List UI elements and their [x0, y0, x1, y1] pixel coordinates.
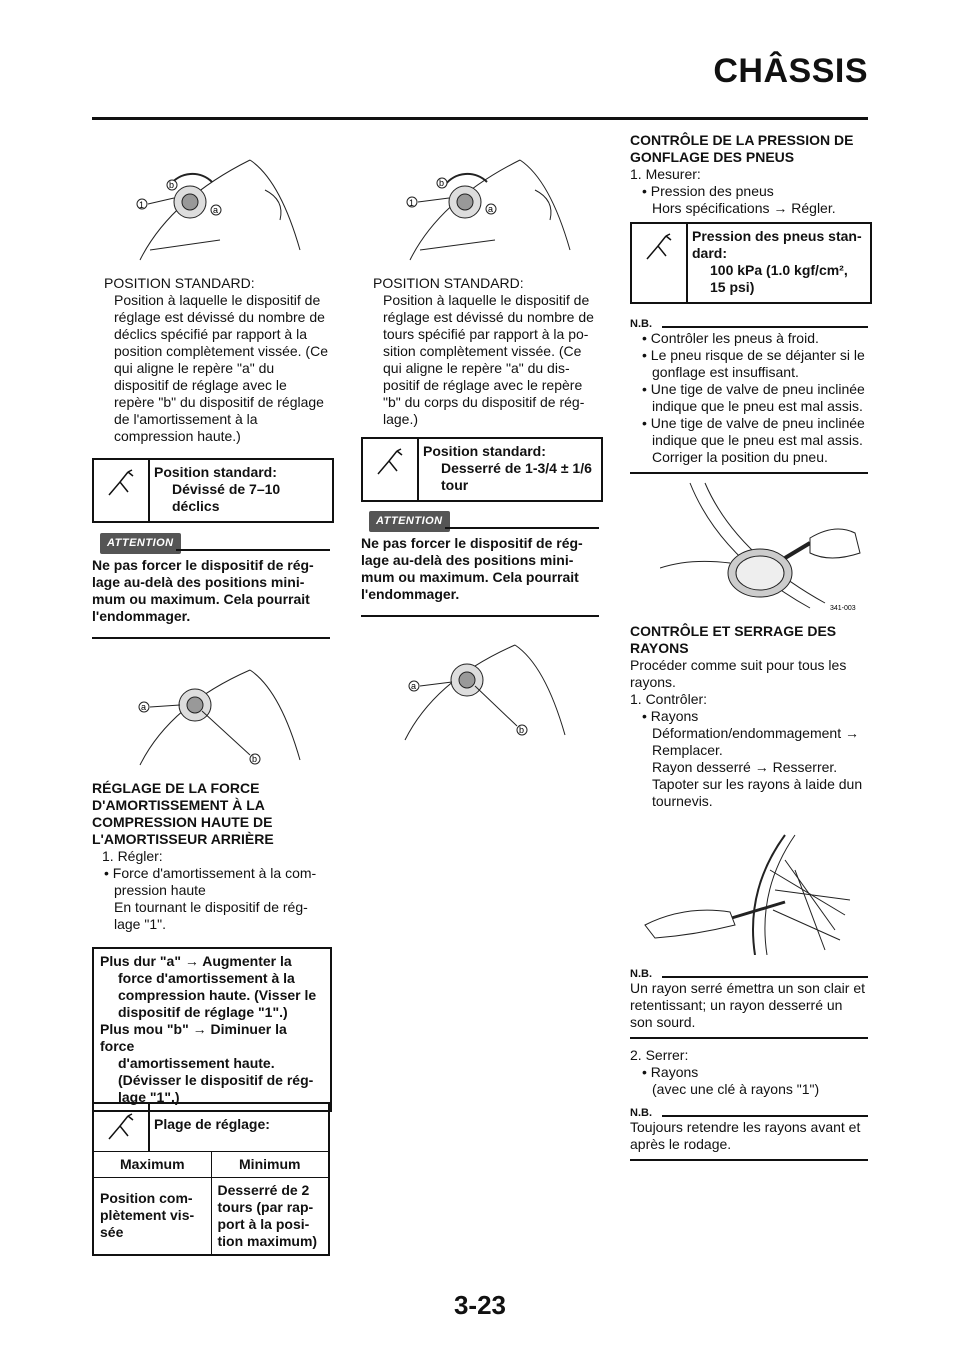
adjuster-illustration-3 [130, 655, 310, 770]
col3-heading2: CONTRÔLE ET SERRAGE DES RAYONS [630, 623, 837, 656]
col1-bullet-body: Position à laquelle le dispositif de réglage est dévissé du nombre de déclics spécifié par rapport à la position complètement vissée. (Ce qui aligne le repère "a" du dispositif de réglage avec le repère "b" du dispositif de réglage de l'amortissement à la compression haute.) [114, 292, 328, 444]
svg-text:a: a [488, 204, 494, 214]
wrench-icon [106, 1112, 136, 1142]
col1-step1-bullet: • Force d'amortissement à la com-pression haute [104, 865, 317, 898]
col3-nb2: N.B. Un rayon serré émettra un son clair et retentissant; un rayon desserré un son sourd. [630, 966, 868, 1039]
col1-bullet-title: POSITION STANDARD: [104, 275, 255, 291]
col3-step2: 1. Contrôler: [630, 691, 708, 707]
col2-bullet-title: POSITION STANDARD: [373, 275, 524, 291]
svg-text:1: 1 [409, 198, 415, 208]
col3-step2-d2: Rayon desserré → Resserrer. [652, 759, 838, 775]
col2-spec-label: Position standard: [423, 443, 546, 459]
col3-section2 [630, 623, 868, 810]
svg-text:b: b [252, 754, 258, 764]
col2-attention-text: Ne pas forcer le dispositif de rég-lage au-delà des positions mini-mum ou maximum. Cela pourrait l'endommager. [361, 535, 583, 602]
col1-spec-box [92, 458, 334, 523]
col3-step3-label: 2. Serrer: [630, 1047, 689, 1063]
nb1-item: • Une tige de valve de pneu inclinée indique que le pneu est mal assis. Corriger la position du pneu. [642, 415, 865, 465]
svg-text:b: b [439, 178, 445, 188]
figure-code: 341-003 [830, 605, 856, 612]
col3-step3-bullet: • Rayons [642, 1064, 699, 1080]
nb1-item: • Une tige de valve de pneu inclinée indique que le pneu est mal assis. [642, 381, 865, 414]
attention-badge: ATTENTION [369, 511, 450, 532]
col1-bullet [92, 275, 330, 445]
col1-section [92, 780, 330, 933]
col3-step1-bullet: • Pression des pneus [642, 183, 774, 199]
range-label: Plage de réglage: [154, 1116, 270, 1132]
box-line-1: Plus dur "a" → Augmenter la [100, 953, 292, 969]
col3-step1: 1. Mesurer: [630, 166, 701, 182]
col2-bullet [361, 275, 599, 428]
col3-nb3: N.B. Toujours retendre les rayons avant et après le rodage. [630, 1105, 868, 1161]
col1-spec-value: Dévissé de 7–10 déclics [172, 481, 281, 514]
col3-nb1: N.B. • Contrôler les pneus à froid. • Le pneu risque de se déjanter si le gonflage est insuffisant. • Une tige de valve de pneu inclinée indique que le pneu est mal assis. • Une tige de valve de pneu inclinée indique que le pneu est mal assis. Corriger la position du pneu. [630, 316, 868, 474]
svg-text:a: a [411, 681, 417, 691]
range-col-min: Minimum [211, 1152, 329, 1177]
wrench-icon [644, 232, 674, 262]
col1-step1: 1. Régler: [102, 848, 163, 864]
range-col-max: Maximum [119, 1156, 185, 1172]
range-max-value: Position com-plètement vis-sée [100, 1190, 195, 1240]
spoke-wrench-illustration [635, 830, 865, 955]
adjuster-illustration-4 [395, 630, 575, 745]
range-min-value: Desserré de 2 tours (par rap-port à la posi-tion maximum) [211, 1178, 329, 1254]
nb1-item: • Contrôler les pneus à froid. [642, 330, 819, 346]
col3-spec-value: 100 kPa (1.0 kgf/cm², 15 psi) [710, 262, 848, 295]
col3-step3-detail: (avec une clé à rayons "1") [652, 1081, 820, 1097]
wrench-icon [375, 447, 405, 477]
col2-spec-value: Desserré de 1-3/4 ± 1/6 tour [441, 460, 592, 493]
svg-text:a: a [141, 702, 147, 712]
col3-step2-d3: Tapoter sur les rayons à laide dun tournevis. [652, 776, 863, 809]
col1-attention [92, 533, 330, 639]
col3-step2-bullet: • Rayons [642, 708, 699, 724]
col2-bullet-body: Position à laquelle le dispositif de réglage est dévissé du nombre de tours spécifié par rapport à la po-sition complètement vissée. (Ce qui aligne le repère "a" du dis-positif de réglage avec le repère "b" du corps du dispositif de rég-lage.) [383, 292, 594, 427]
nb3-text: Toujours retendre les rayons avant et après le rodage. [630, 1119, 861, 1152]
label-b: b [169, 180, 175, 190]
adjuster-illustration-1 [130, 140, 310, 265]
page-title: CHÂSSIS [713, 52, 868, 90]
col1-range-table [92, 1102, 330, 1256]
attention-badge: ATTENTION [100, 533, 181, 554]
col1-section-heading: RÉGLAGE DE LA FORCE D'AMORTISSEMENT À LA COMPRESSION HAUTE DE L'AMORTISSEUR ARRIÈRE [92, 780, 274, 847]
col3-section1 [630, 132, 868, 217]
nb1-list [630, 330, 868, 466]
nb1-item: • Le pneu risque de se déjanter si le gonflage est insuffisant. [642, 347, 865, 380]
col3-step1-detail: Hors spécifications → Régler. [652, 200, 836, 216]
col1-adjust-box [92, 947, 332, 1112]
box-line-2: force d'amortissement à la compression haute. (Visser le dispositif de réglage "1".) [118, 970, 317, 1020]
box-line-4: d'amortissement haute. (Dévisser le dispositif de rég-lage "1".) [118, 1055, 314, 1105]
header-rule [92, 117, 868, 120]
label-1: 1 [139, 200, 145, 210]
nb2-text: Un rayon serré émettra un son clair et retentissant; un rayon desserré un son sourd. [630, 980, 865, 1030]
adjuster-illustration-2 [400, 140, 580, 265]
wrench-icon [106, 468, 136, 498]
label-a: a [213, 205, 219, 215]
col1-attention-text: Ne pas forcer le dispositif de rég-lage au-delà des positions mini-mum ou maximum. Cela pourrait l'endommager. [92, 557, 314, 624]
col1-step1-detail: En tournant le dispositif de rég-lage "1". [114, 899, 308, 932]
col3-spec-box [630, 222, 872, 304]
col1-spec-label: Position standard: [154, 464, 277, 480]
col2-attention [361, 511, 599, 617]
col3-step2-d1: Déformation/endommagement → Remplacer. [652, 725, 859, 758]
col3-spec-label: Pression des pneus stan-dard: [692, 228, 862, 261]
col3-heading1: CONTRÔLE DE LA PRESSION DE GONFLAGE DES PNEUS [630, 132, 854, 165]
tire-gauge-illustration [660, 478, 870, 613]
svg-text:b: b [519, 725, 525, 735]
col2-spec-box [361, 437, 603, 502]
box-line-3: Plus mou "b" → Diminuer la force [100, 1021, 287, 1054]
page-number: 3-23 [453, 1290, 507, 1320]
col3-intro2: Procéder comme suit pour tous les rayons. [630, 657, 847, 690]
col3-step3 [630, 1047, 868, 1098]
